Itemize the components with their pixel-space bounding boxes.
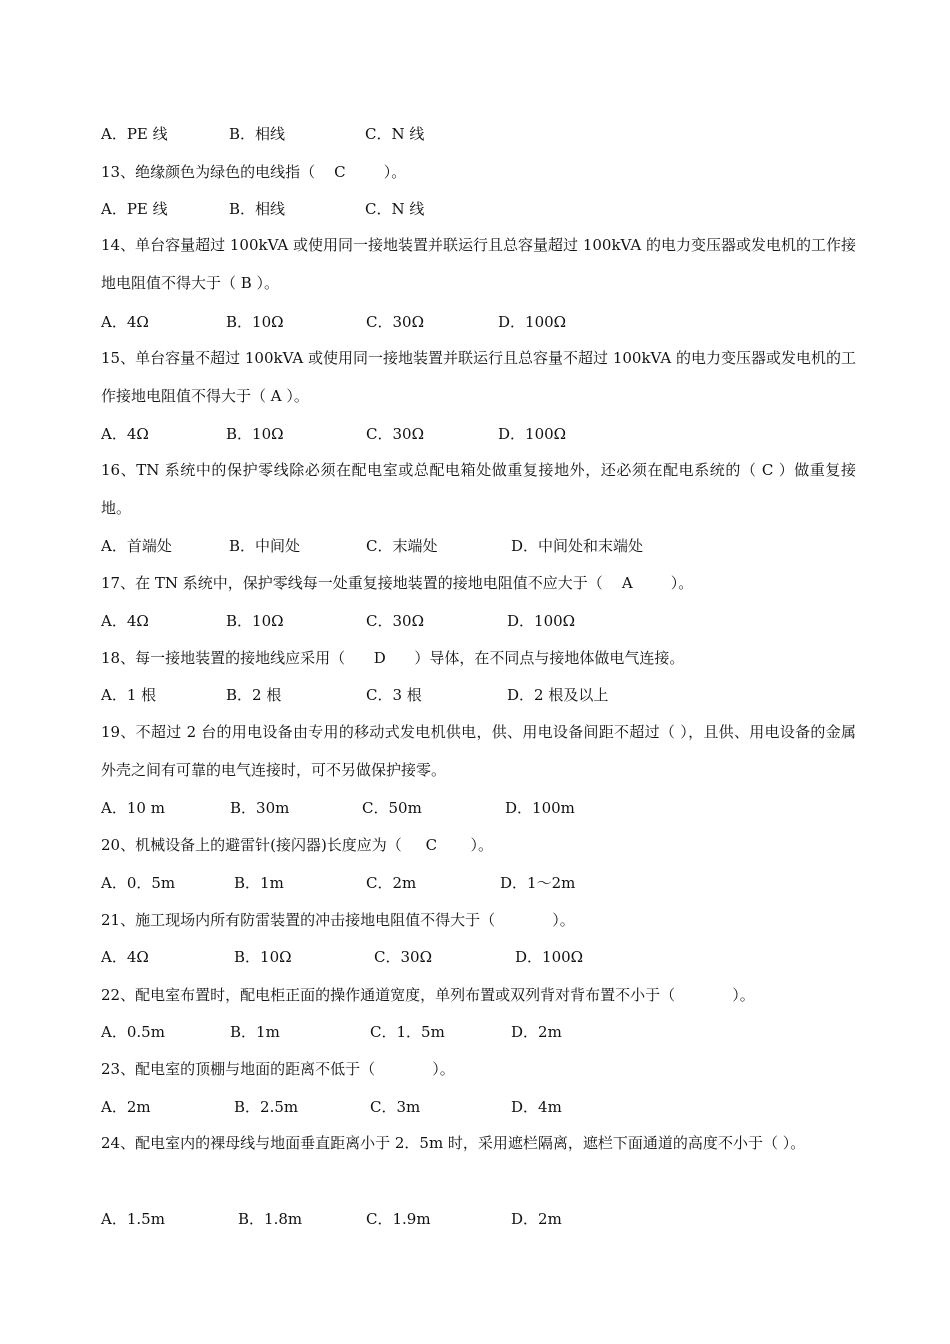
option-b: B．10Ω	[226, 425, 284, 443]
option-a: A．首端处	[101, 537, 172, 555]
question-13: 13、绝缘颜色为绿色的电线指（ C ）。	[101, 163, 407, 181]
option-a: A．0．5m	[101, 874, 176, 892]
option-d: D．2m	[511, 1210, 562, 1228]
option-d: D．100Ω	[498, 425, 567, 443]
option-c: C．30Ω	[366, 612, 425, 630]
option-d: D．100Ω	[515, 948, 584, 966]
option-b: B．10Ω	[226, 612, 284, 630]
option-a: A．PE 线	[101, 125, 168, 143]
option-b: B．相线	[229, 125, 286, 143]
option-a: A．1.5m	[101, 1210, 165, 1228]
option-b: B．中间处	[229, 537, 301, 555]
option-c: C．1.9m	[366, 1210, 431, 1228]
option-b: B．10Ω	[234, 948, 292, 966]
option-d: D．2m	[511, 1023, 562, 1041]
question-21: 21、施工现场内所有防雷装置的冲击接地电阻值不得大于（ ）。	[101, 911, 575, 929]
question-20: 20、机械设备上的避雷针(接闪器)长度应为（ C ）。	[101, 836, 493, 854]
option-d: D．4m	[511, 1098, 562, 1116]
question-23: 23、配电室的顶棚与地面的距离不低于（ ）。	[101, 1060, 455, 1078]
option-c: C．30Ω	[366, 425, 425, 443]
question-19: 19、不超过 2 台的用电设备由专用的移动式发电机供电，供、用电设备间距不超过（ ），且供、用电设备的金属外壳之间有可靠的电气连接时，可不另做保护接零。	[101, 723, 856, 779]
option-b: B．相线	[229, 200, 286, 218]
question-16: 16、TN 系统中的保护零线除必须在配电室或总配电箱处做重复接地外，还必须在配电系统的（ C ）做重复接地。	[101, 461, 856, 517]
option-a: A．4Ω	[101, 425, 149, 443]
question-18: 18、每一接地装置的接地线应采用（ D ）导体，在不同点与接地体做电气连接。	[101, 649, 685, 667]
option-a: A．1 根	[101, 686, 157, 704]
question-22: 22、配电室布置时，配电柜正面的操作通道宽度，单列布置或双列背对背布置不小于（ ）。	[101, 986, 755, 1004]
option-b: B．1m	[234, 874, 284, 892]
option-a: A．0.5m	[101, 1023, 165, 1041]
option-c: C．1．5m	[370, 1023, 445, 1041]
option-d: D．2 根及以上	[507, 686, 609, 704]
option-c: C．2m	[366, 874, 417, 892]
option-b: B．1m	[230, 1023, 280, 1041]
option-b: B．2.5m	[234, 1098, 299, 1116]
option-a: A．PE 线	[101, 200, 168, 218]
option-d: D．1～2m	[500, 874, 576, 892]
option-a: A．10 m	[101, 799, 165, 817]
option-d: D．100m	[505, 799, 575, 817]
option-c: C．3m	[370, 1098, 421, 1116]
option-d: D．中间处和末端处	[511, 537, 644, 555]
option-d: D．100Ω	[498, 313, 567, 331]
option-c: C．30Ω	[374, 948, 433, 966]
option-a: A．4Ω	[101, 612, 149, 630]
option-a: A．4Ω	[101, 948, 149, 966]
option-c: C．末端处	[366, 537, 438, 555]
question-14: 14、单台容量超过 100kVA 或使用同一接地装置并联运行且总容量超过 100kVA 的电力变压器或发电机的工作接地电阻值不得大于（ B ）。	[101, 236, 856, 292]
option-c: C．50m	[362, 799, 422, 817]
option-b: B．10Ω	[226, 313, 284, 331]
option-b: B．30m	[230, 799, 290, 817]
option-a: A．2m	[101, 1098, 151, 1116]
option-c: C．3 根	[366, 686, 422, 704]
option-b: B．2 根	[226, 686, 282, 704]
option-c: C．30Ω	[366, 313, 425, 331]
option-b: B．1.8m	[238, 1210, 303, 1228]
option-c: C．N 线	[365, 125, 425, 143]
option-d: D．100Ω	[507, 612, 576, 630]
question-17: 17、在 TN 系统中，保护零线每一处重复接地装置的接地电阻值不应大于（ A ）。	[101, 574, 694, 592]
question-24: 24、配电室内的裸母线与地面垂直距离小于 2．5m 时，采用遮栏隔离，遮栏下面通道的高度不小于（ ）。	[101, 1134, 806, 1152]
option-a: A．4Ω	[101, 313, 149, 331]
option-c: C．N 线	[365, 200, 425, 218]
question-15: 15、单台容量不超过 100kVA 或使用同一接地装置并联运行且总容量不超过 100kVA 的电力变压器或发电机的工作接地电阻值不得大于（ A ）。	[101, 349, 856, 405]
